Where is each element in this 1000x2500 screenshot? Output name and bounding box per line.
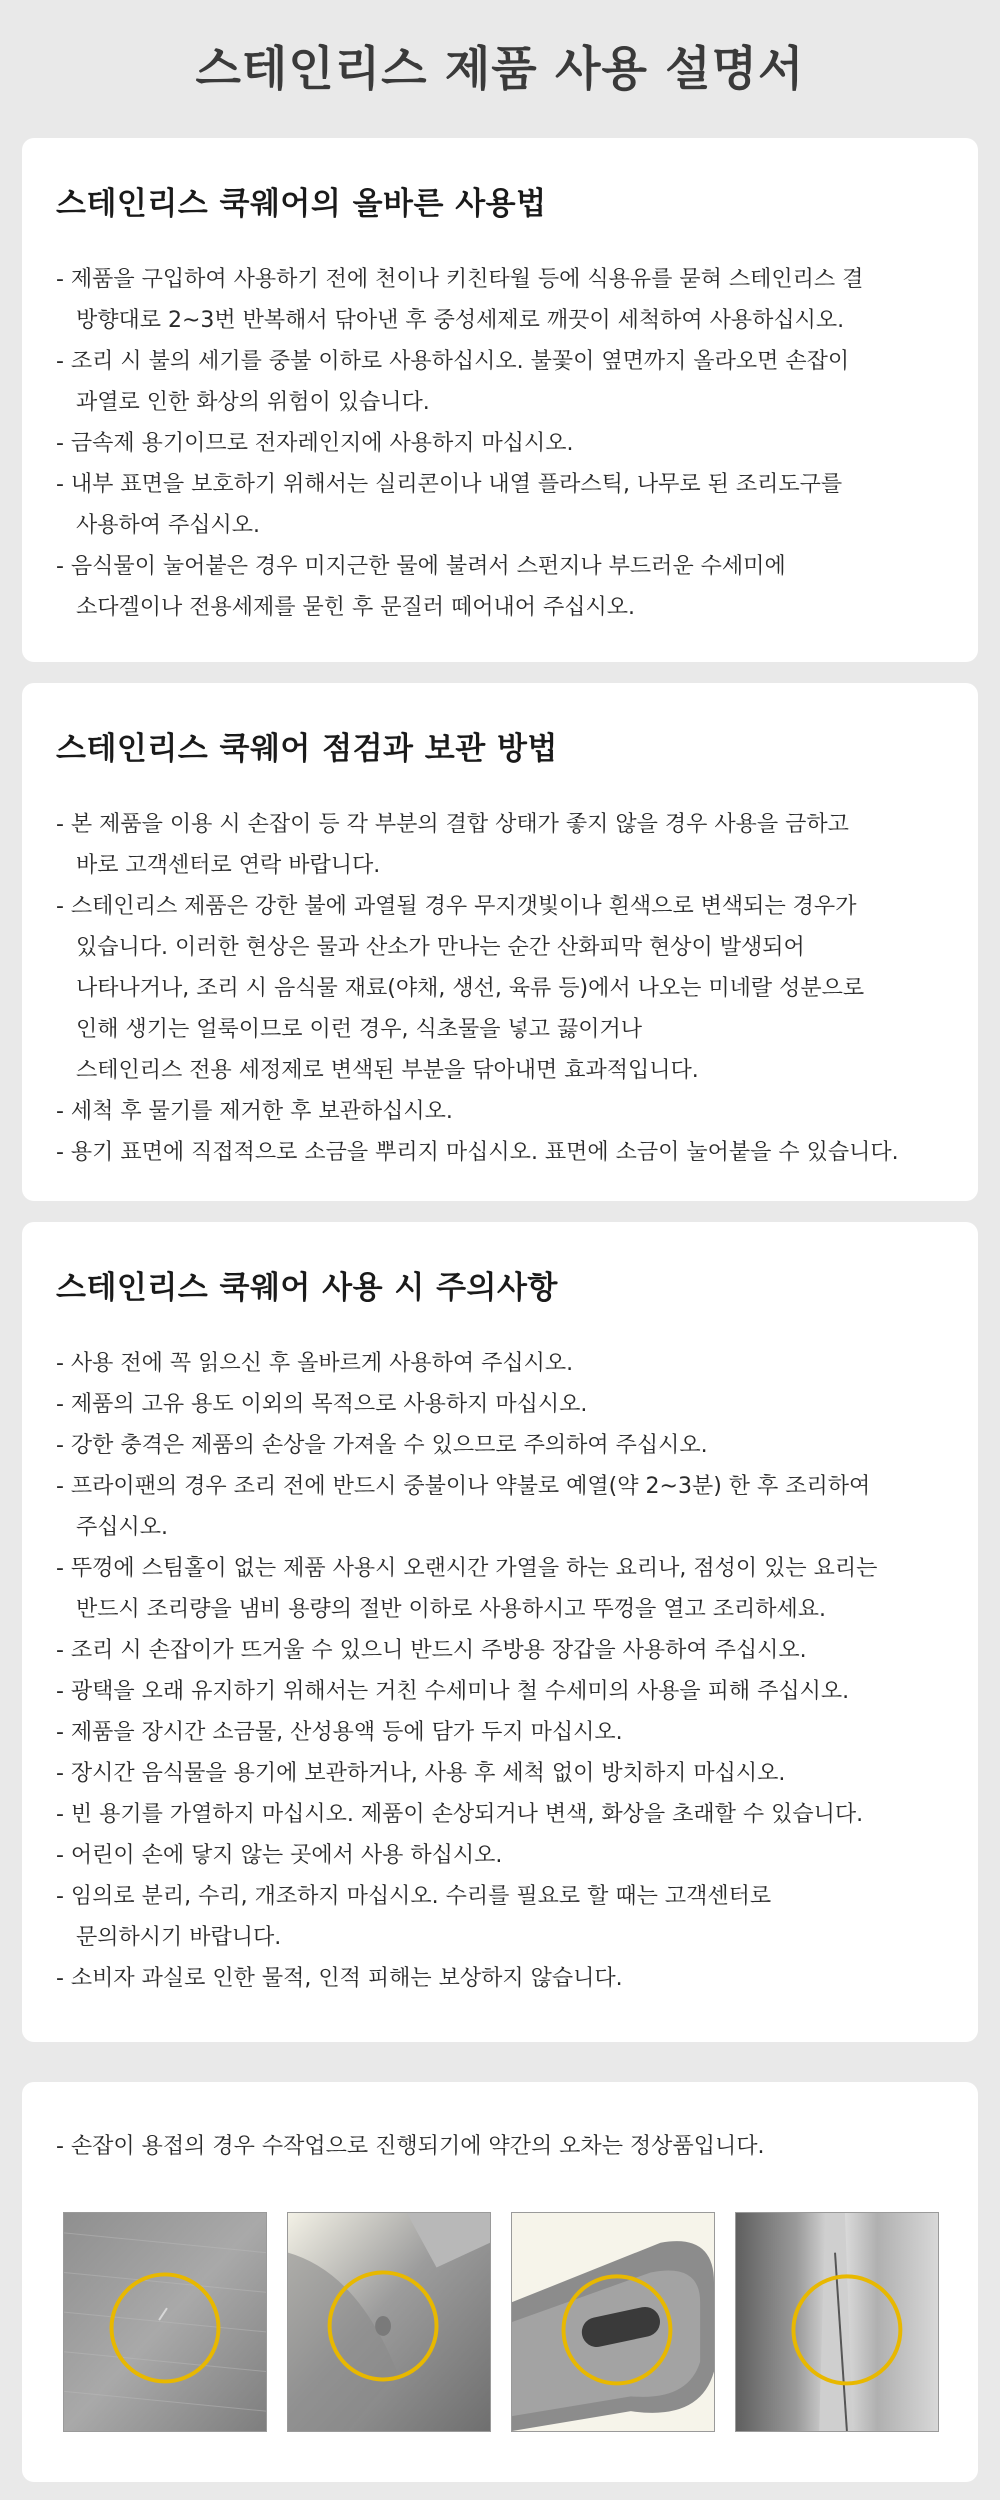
- list-item: - 조리 시 손잡이가 뜨거울 수 있으니 반드시 주방용 장갑을 사용하여 주십시오.: [56, 1638, 807, 1663]
- scratch-closeup-photo: [63, 2212, 267, 2432]
- page-title: 스테인리스 제품 사용 설명서: [195, 42, 805, 97]
- list-item: - 내부 표면을 보호하기 위해서는 실리콘이나 내열 플라스틱, 나무로 된 조리도구를 사용하여 주십시오.: [56, 472, 843, 538]
- list-item: - 손잡이 용접의 경우 수작업으로 진행되기에 약간의 오차는 정상품입니다.: [56, 2134, 765, 2159]
- list-item: - 용기 표면에 직접적으로 소금을 뿌리지 마십시오. 표면에 소금이 눌어붙을 수 있습니다.: [56, 1140, 899, 1165]
- list-item: - 제품을 장시간 소금물, 산성용액 등에 담가 두지 마십시오.: [56, 1720, 623, 1745]
- handle-hole-closeup-photo: [511, 2212, 715, 2432]
- list-item: - 세척 후 물기를 제거한 후 보관하십시오.: [56, 1099, 453, 1124]
- usage-list: [56, 259, 944, 628]
- list-item: - 뚜껑에 스팀홀이 없는 제품 사용시 오랜시간 가열을 하는 요리나, 점성이 있는 요리는 반드시 조리량을 냄비 용량의 절반 이하로 사용하시고 뚜껑을 열고 조리하세요.: [56, 1556, 878, 1622]
- list-item: - 강한 충격은 제품의 손상을 가져올 수 있으므로 주의하여 주십시오.: [56, 1433, 708, 1458]
- list-item: - 장시간 음식물을 용기에 보관하거나, 사용 후 세척 없이 방치하지 마십시오.: [56, 1761, 786, 1786]
- list-item: - 광택을 오래 유지하기 위해서는 거친 수세미나 철 수세미의 사용을 피해 주십시오.: [56, 1679, 850, 1704]
- list-item: - 어린이 손에 닿지 않는 곳에서 사용 하십시오.: [56, 1843, 503, 1868]
- list-item: - 제품의 고유 용도 이외의 목적으로 사용하지 마십시오.: [56, 1392, 588, 1417]
- handle-joint-closeup-photo: [735, 2212, 939, 2432]
- list-item: - 스테인리스 제품은 강한 불에 과열될 경우 무지갯빛이나 흰색으로 변색되는 경우가 있습니다. 이러한 현상은 물과 산소가 만나는 순간 산화피막 현상이 발생되어 나타나거나, 조리 시 음식물 재료(야채, 생선, 육류 등)에서 나오는 미네랄 성분으로 인해 생기는 얼룩이므로 이런 경우, 식초물을 넣고 끓이거나 스테인리스 전용 세정제로 변색된 부분을 닦아내면 효과적입니다.: [56, 894, 865, 1083]
- list-item: - 소비자 과실로 인한 물적, 인적 피해는 보상하지 않습니다.: [56, 1966, 623, 1991]
- list-item: - 임의로 분리, 수리, 개조하지 마십시오. 수리를 필요로 할 때는 고객센터로 문의하시기 바랍니다.: [56, 1884, 772, 1950]
- section-heading: 스테인리스 쿡웨어 점검과 보관 방법: [56, 731, 558, 767]
- inspection-storage-section-card: [22, 683, 978, 1201]
- handle-note-card: [22, 2082, 978, 2482]
- photo-row: [63, 2212, 939, 2432]
- list-item: - 조리 시 불의 세기를 중불 이하로 사용하십시오. 불꽃이 옆면까지 올라오면 손잡이 과열로 인한 화상의 위험이 있습니다.: [56, 349, 850, 415]
- caution-section-card: [22, 1222, 978, 2042]
- handle-weld-closeup-photo: [287, 2212, 491, 2432]
- caution-list: [56, 1343, 944, 1999]
- inspection-list: [56, 804, 944, 1173]
- list-item: - 제품을 구입하여 사용하기 전에 천이나 키친타월 등에 식용유를 묻혀 스테인리스 결 방향대로 2~3번 반복해서 닦아낸 후 중성세제로 깨끗이 세척하여 사용하십시오.: [56, 267, 864, 333]
- list-item: - 본 제품을 이용 시 손잡이 등 각 부분의 결합 상태가 좋지 않을 경우 사용을 금하고 바로 고객센터로 연락 바랍니다.: [56, 812, 849, 878]
- usage-section-card: [22, 138, 978, 662]
- list-item: - 금속제 용기이므로 전자레인지에 사용하지 마십시오.: [56, 431, 574, 456]
- list-item: - 프라이팬의 경우 조리 전에 반드시 중불이나 약불로 예열(약 2~3분) 한 후 조리하여 주십시오.: [56, 1474, 871, 1540]
- section-heading: 스테인리스 쿡웨어의 올바른 사용법: [56, 186, 547, 222]
- list-item: - 사용 전에 꼭 읽으신 후 올바르게 사용하여 주십시오.: [56, 1351, 574, 1376]
- section-heading: 스테인리스 쿡웨어 사용 시 주의사항: [56, 1270, 558, 1306]
- note-list: [56, 2126, 944, 2167]
- list-item: - 빈 용기를 가열하지 마십시오. 제품이 손상되거나 변색, 화상을 초래할 수 있습니다.: [56, 1802, 864, 1827]
- list-item: - 음식물이 눌어붙은 경우 미지근한 물에 불려서 스펀지나 부드러운 수세미에 소다겔이나 전용세제를 묻힌 후 문질러 떼어내어 주십시오.: [56, 554, 786, 620]
